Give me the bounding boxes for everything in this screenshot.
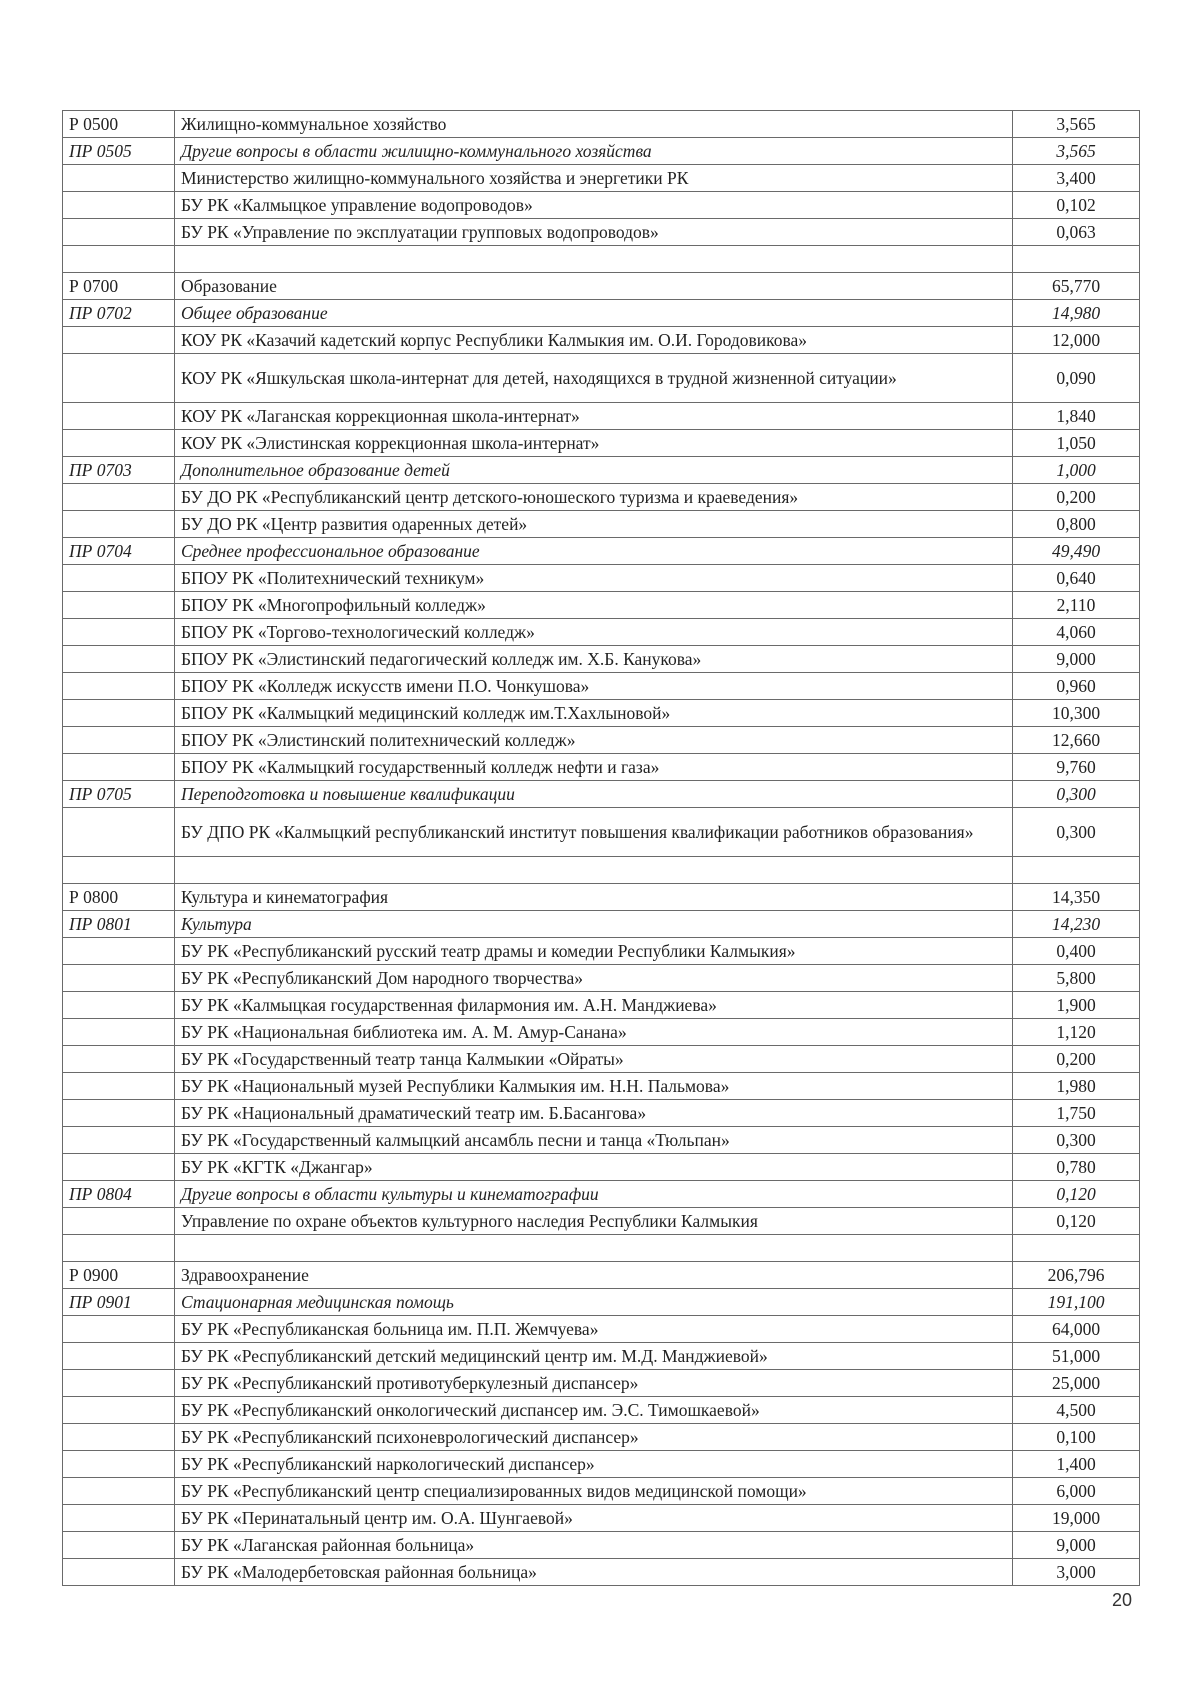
row-value: 3,000: [1013, 1559, 1140, 1586]
row-name: БУ РК «Государственный калмыцкий ансамбль песни и танца «Тюльпан»: [175, 1127, 1013, 1154]
row-value: 4,500: [1013, 1397, 1140, 1424]
row-name: КОУ РК «Лаганская коррекционная школа-интернат»: [175, 403, 1013, 430]
section-row: [63, 884, 1140, 911]
row-code: ПР 0505: [63, 138, 175, 165]
row-value: 1,000: [1013, 457, 1140, 484]
row-value: 14,980: [1013, 300, 1140, 327]
row-name: КОУ РК «Казачий кадетский корпус Республики Калмыкия им. О.И. Городовикова»: [175, 327, 1013, 354]
row-code: [63, 673, 175, 700]
row-value: 0,400: [1013, 938, 1140, 965]
row-value: 19,000: [1013, 1505, 1140, 1532]
spacer-row: [63, 857, 1140, 884]
row-value: 0,780: [1013, 1154, 1140, 1181]
table-row: [63, 354, 1140, 403]
row-code: [63, 1478, 175, 1505]
table-row: [63, 484, 1140, 511]
row-name: БУ РК «Республиканский Дом народного творчества»: [175, 965, 1013, 992]
section-row: [63, 138, 1140, 165]
table-row: [63, 646, 1140, 673]
row-name: БУ РК «Лаганская районная больница»: [175, 1532, 1013, 1559]
row-value: 1,120: [1013, 1019, 1140, 1046]
row-name: БУ РК «Государственный театр танца Калмыкии «Ойраты»: [175, 1046, 1013, 1073]
row-code: [63, 592, 175, 619]
row-code: ПР 0801: [63, 911, 175, 938]
table-row: [63, 565, 1140, 592]
row-code: [63, 646, 175, 673]
table-row: [63, 327, 1140, 354]
row-name: Стационарная медицинская помощь: [175, 1289, 1013, 1316]
row-code: [63, 1505, 175, 1532]
table-row: [63, 1046, 1140, 1073]
row-value: 0,200: [1013, 1046, 1140, 1073]
row-value: 4,060: [1013, 619, 1140, 646]
section-row: [63, 781, 1140, 808]
row-name: БУ РК «КГТК «Джангар»: [175, 1154, 1013, 1181]
table-row: [63, 727, 1140, 754]
row-code: [63, 1154, 175, 1181]
section-row: [63, 1289, 1140, 1316]
row-name: Здравоохранение: [175, 1262, 1013, 1289]
row-name: Дополнительное образование детей: [175, 457, 1013, 484]
row-code: [63, 754, 175, 781]
row-name: Общее образование: [175, 300, 1013, 327]
table-row: [63, 1127, 1140, 1154]
section-row: [63, 1181, 1140, 1208]
row-code: [63, 219, 175, 246]
row-name: Переподготовка и повышение квалификации: [175, 781, 1013, 808]
table-row: [63, 1451, 1140, 1478]
row-code: [63, 1397, 175, 1424]
row-code: [63, 192, 175, 219]
row-name: БПОУ РК «Калмыцкий государственный колледж нефти и газа»: [175, 754, 1013, 781]
row-value: 1,400: [1013, 1451, 1140, 1478]
row-name: БУ ДО РК «Республиканский центр детского-юношеского туризма и краеведения»: [175, 484, 1013, 511]
row-code: [63, 1316, 175, 1343]
row-name: БУ РК «Калмыцкая государственная филармония им. А.Н. Манджиева»: [175, 992, 1013, 1019]
table-row: [63, 1559, 1140, 1586]
row-code: [63, 246, 175, 273]
table-row: [63, 1424, 1140, 1451]
row-code: [63, 430, 175, 457]
row-value: 14,350: [1013, 884, 1140, 911]
row-code: [63, 1073, 175, 1100]
row-value: 1,750: [1013, 1100, 1140, 1127]
table-row: [63, 219, 1140, 246]
row-name: БУ РК «Республиканский онкологический диспансер им. Э.С. Тимошкаевой»: [175, 1397, 1013, 1424]
row-code: Р 0900: [63, 1262, 175, 1289]
row-code: [63, 1424, 175, 1451]
section-row: [63, 911, 1140, 938]
row-name: [175, 857, 1013, 884]
row-code: [63, 1019, 175, 1046]
row-code: ПР 0704: [63, 538, 175, 565]
row-code: [63, 992, 175, 1019]
table-row: [63, 165, 1140, 192]
row-name: БПОУ РК «Колледж искусств имени П.О. Чонкушова»: [175, 673, 1013, 700]
row-name: [175, 246, 1013, 273]
row-value: 3,565: [1013, 138, 1140, 165]
row-name: БУ РК «Республиканский психоневрологический диспансер»: [175, 1424, 1013, 1451]
row-code: [63, 857, 175, 884]
row-name: БУ РК «Республиканский противотуберкулезный диспансер»: [175, 1370, 1013, 1397]
row-value: 206,796: [1013, 1262, 1140, 1289]
row-code: ПР 0702: [63, 300, 175, 327]
row-value: 9,000: [1013, 1532, 1140, 1559]
row-name: БУ РК «Республиканский центр специализированных видов медицинской помощи»: [175, 1478, 1013, 1505]
row-name: БУ РК «Управление по эксплуатации групповых водопроводов»: [175, 219, 1013, 246]
row-code: [63, 327, 175, 354]
row-name: БУ РК «Калмыцкое управление водопроводов»: [175, 192, 1013, 219]
row-value: 191,100: [1013, 1289, 1140, 1316]
row-value: 0,120: [1013, 1208, 1140, 1235]
row-code: ПР 0804: [63, 1181, 175, 1208]
row-code: Р 0700: [63, 273, 175, 300]
table-row: [63, 700, 1140, 727]
row-value: 6,000: [1013, 1478, 1140, 1505]
row-code: [63, 808, 175, 857]
row-value: 9,760: [1013, 754, 1140, 781]
row-name: БУ РК «Республиканский детский медицинский центр им. М.Д. Манджиевой»: [175, 1343, 1013, 1370]
row-value: 12,000: [1013, 327, 1140, 354]
row-name: Культура и кинематография: [175, 884, 1013, 911]
row-code: [63, 700, 175, 727]
row-name: БУ РК «Республиканский русский театр драмы и комедии Республики Калмыкия»: [175, 938, 1013, 965]
row-value: 1,050: [1013, 430, 1140, 457]
row-code: Р 0500: [63, 111, 175, 138]
table-row: [63, 619, 1140, 646]
table-row: [63, 1019, 1140, 1046]
table-row: [63, 1100, 1140, 1127]
row-name: БУ РК «Малодербетовская районная больница»: [175, 1559, 1013, 1586]
row-value: 49,490: [1013, 538, 1140, 565]
row-name: Другие вопросы в области культуры и кинематографии: [175, 1181, 1013, 1208]
row-code: [63, 727, 175, 754]
row-code: ПР 0705: [63, 781, 175, 808]
row-value: 3,565: [1013, 111, 1140, 138]
table-row: [63, 1397, 1140, 1424]
row-code: Р 0800: [63, 884, 175, 911]
row-name: БПОУ РК «Элистинский педагогический колледж им. Х.Б. Канукова»: [175, 646, 1013, 673]
row-code: [63, 1451, 175, 1478]
row-name: БПОУ РК «Элистинский политехнический колледж»: [175, 727, 1013, 754]
row-name: Министерство жилищно-коммунального хозяйства и энергетики РК: [175, 165, 1013, 192]
table-row: [63, 1370, 1140, 1397]
row-name: Другие вопросы в области жилищно-коммунального хозяйства: [175, 138, 1013, 165]
table-row: [63, 965, 1140, 992]
row-code: [63, 1235, 175, 1262]
budget-table: [62, 110, 1140, 1586]
row-code: [63, 354, 175, 403]
row-value: 1,840: [1013, 403, 1140, 430]
row-value: 65,770: [1013, 273, 1140, 300]
table-row: [63, 673, 1140, 700]
row-name: КОУ РК «Яшкульская школа-интернат для детей, находящихся в трудной жизненной ситуации»: [175, 354, 1013, 403]
row-name: БУ РК «Национальная библиотека им. А. М. Амур-Санана»: [175, 1019, 1013, 1046]
section-row: [63, 457, 1140, 484]
table-row: [63, 1208, 1140, 1235]
row-name: Жилищно-коммунальное хозяйство: [175, 111, 1013, 138]
row-code: [63, 403, 175, 430]
row-value: 1,900: [1013, 992, 1140, 1019]
row-name: БУ РК «Республиканская больница им. П.П. Жемчуева»: [175, 1316, 1013, 1343]
row-value: 25,000: [1013, 1370, 1140, 1397]
table-row: [63, 1478, 1140, 1505]
row-name: БУ РК «Национальный драматический театр им. Б.Басангова»: [175, 1100, 1013, 1127]
row-value: 12,660: [1013, 727, 1140, 754]
row-code: [63, 1532, 175, 1559]
section-row: [63, 273, 1140, 300]
row-code: [63, 1100, 175, 1127]
row-value: 0,090: [1013, 354, 1140, 403]
row-value: [1013, 246, 1140, 273]
section-row: [63, 300, 1140, 327]
section-row: [63, 111, 1140, 138]
row-name: БУ ДПО РК «Калмыцкий республиканский институт повышения квалификации работников образования»: [175, 808, 1013, 857]
row-value: 5,800: [1013, 965, 1140, 992]
row-name: БПОУ РК «Торгово-технологический колледж»: [175, 619, 1013, 646]
row-code: [63, 965, 175, 992]
row-value: 0,300: [1013, 781, 1140, 808]
row-value: 64,000: [1013, 1316, 1140, 1343]
row-name: БУ РК «Республиканский наркологический диспансер»: [175, 1451, 1013, 1478]
spacer-row: [63, 1235, 1140, 1262]
row-name: Образование: [175, 273, 1013, 300]
row-value: 9,000: [1013, 646, 1140, 673]
table-row: [63, 1532, 1140, 1559]
row-value: 14,230: [1013, 911, 1140, 938]
row-name: БУ РК «Перинатальный центр им. О.А. Шунгаевой»: [175, 1505, 1013, 1532]
row-value: 0,800: [1013, 511, 1140, 538]
table-row: [63, 192, 1140, 219]
table-row: [63, 403, 1140, 430]
table-row: [63, 511, 1140, 538]
table-row: [63, 592, 1140, 619]
row-name: БПОУ РК «Многопрофильный колледж»: [175, 592, 1013, 619]
row-code: [63, 938, 175, 965]
row-code: [63, 165, 175, 192]
row-code: [63, 1208, 175, 1235]
row-value: 0,640: [1013, 565, 1140, 592]
row-code: [63, 1343, 175, 1370]
section-row: [63, 538, 1140, 565]
table-row: [63, 1505, 1140, 1532]
row-code: [63, 565, 175, 592]
table-row: [63, 1154, 1140, 1181]
row-name: БУ ДО РК «Центр развития одаренных детей»: [175, 511, 1013, 538]
row-code: [63, 484, 175, 511]
row-name: КОУ РК «Элистинская коррекционная школа-интернат»: [175, 430, 1013, 457]
row-value: 0,120: [1013, 1181, 1140, 1208]
spacer-row: [63, 246, 1140, 273]
row-value: 1,980: [1013, 1073, 1140, 1100]
row-code: [63, 511, 175, 538]
row-code: [63, 619, 175, 646]
budget-table-body: [63, 111, 1140, 1586]
row-code: ПР 0703: [63, 457, 175, 484]
row-value: 51,000: [1013, 1343, 1140, 1370]
row-value: 0,200: [1013, 484, 1140, 511]
row-code: [63, 1370, 175, 1397]
page-number: 20: [1111, 1590, 1132, 1610]
row-value: 0,100: [1013, 1424, 1140, 1451]
row-value: 2,110: [1013, 592, 1140, 619]
row-code: [63, 1127, 175, 1154]
row-value: 0,063: [1013, 219, 1140, 246]
row-value: 0,300: [1013, 1127, 1140, 1154]
row-name: БПОУ РК «Политехнический техникум»: [175, 565, 1013, 592]
row-value: 0,300: [1013, 808, 1140, 857]
row-code: [63, 1559, 175, 1586]
row-name: [175, 1235, 1013, 1262]
table-row: [63, 1316, 1140, 1343]
table-row: [63, 938, 1140, 965]
row-value: 10,300: [1013, 700, 1140, 727]
section-row: [63, 1262, 1140, 1289]
table-row: [63, 1073, 1140, 1100]
row-value: 0,960: [1013, 673, 1140, 700]
row-name: Среднее профессиональное образование: [175, 538, 1013, 565]
row-code: ПР 0901: [63, 1289, 175, 1316]
row-value: 3,400: [1013, 165, 1140, 192]
row-value: 0,102: [1013, 192, 1140, 219]
table-row: [63, 430, 1140, 457]
row-code: [63, 1046, 175, 1073]
row-name: БПОУ РК «Калмыцкий медицинский колледж им.Т.Хахлыновой»: [175, 700, 1013, 727]
table-row: [63, 1343, 1140, 1370]
row-name: БУ РК «Национальный музей Республики Калмыкия им. Н.Н. Пальмова»: [175, 1073, 1013, 1100]
table-row: [63, 754, 1140, 781]
row-value: [1013, 1235, 1140, 1262]
row-value: [1013, 857, 1140, 884]
table-row: [63, 808, 1140, 857]
table-row: [63, 992, 1140, 1019]
row-name: Культура: [175, 911, 1013, 938]
row-name: Управление по охране объектов культурного наследия Республики Калмыкия: [175, 1208, 1013, 1235]
